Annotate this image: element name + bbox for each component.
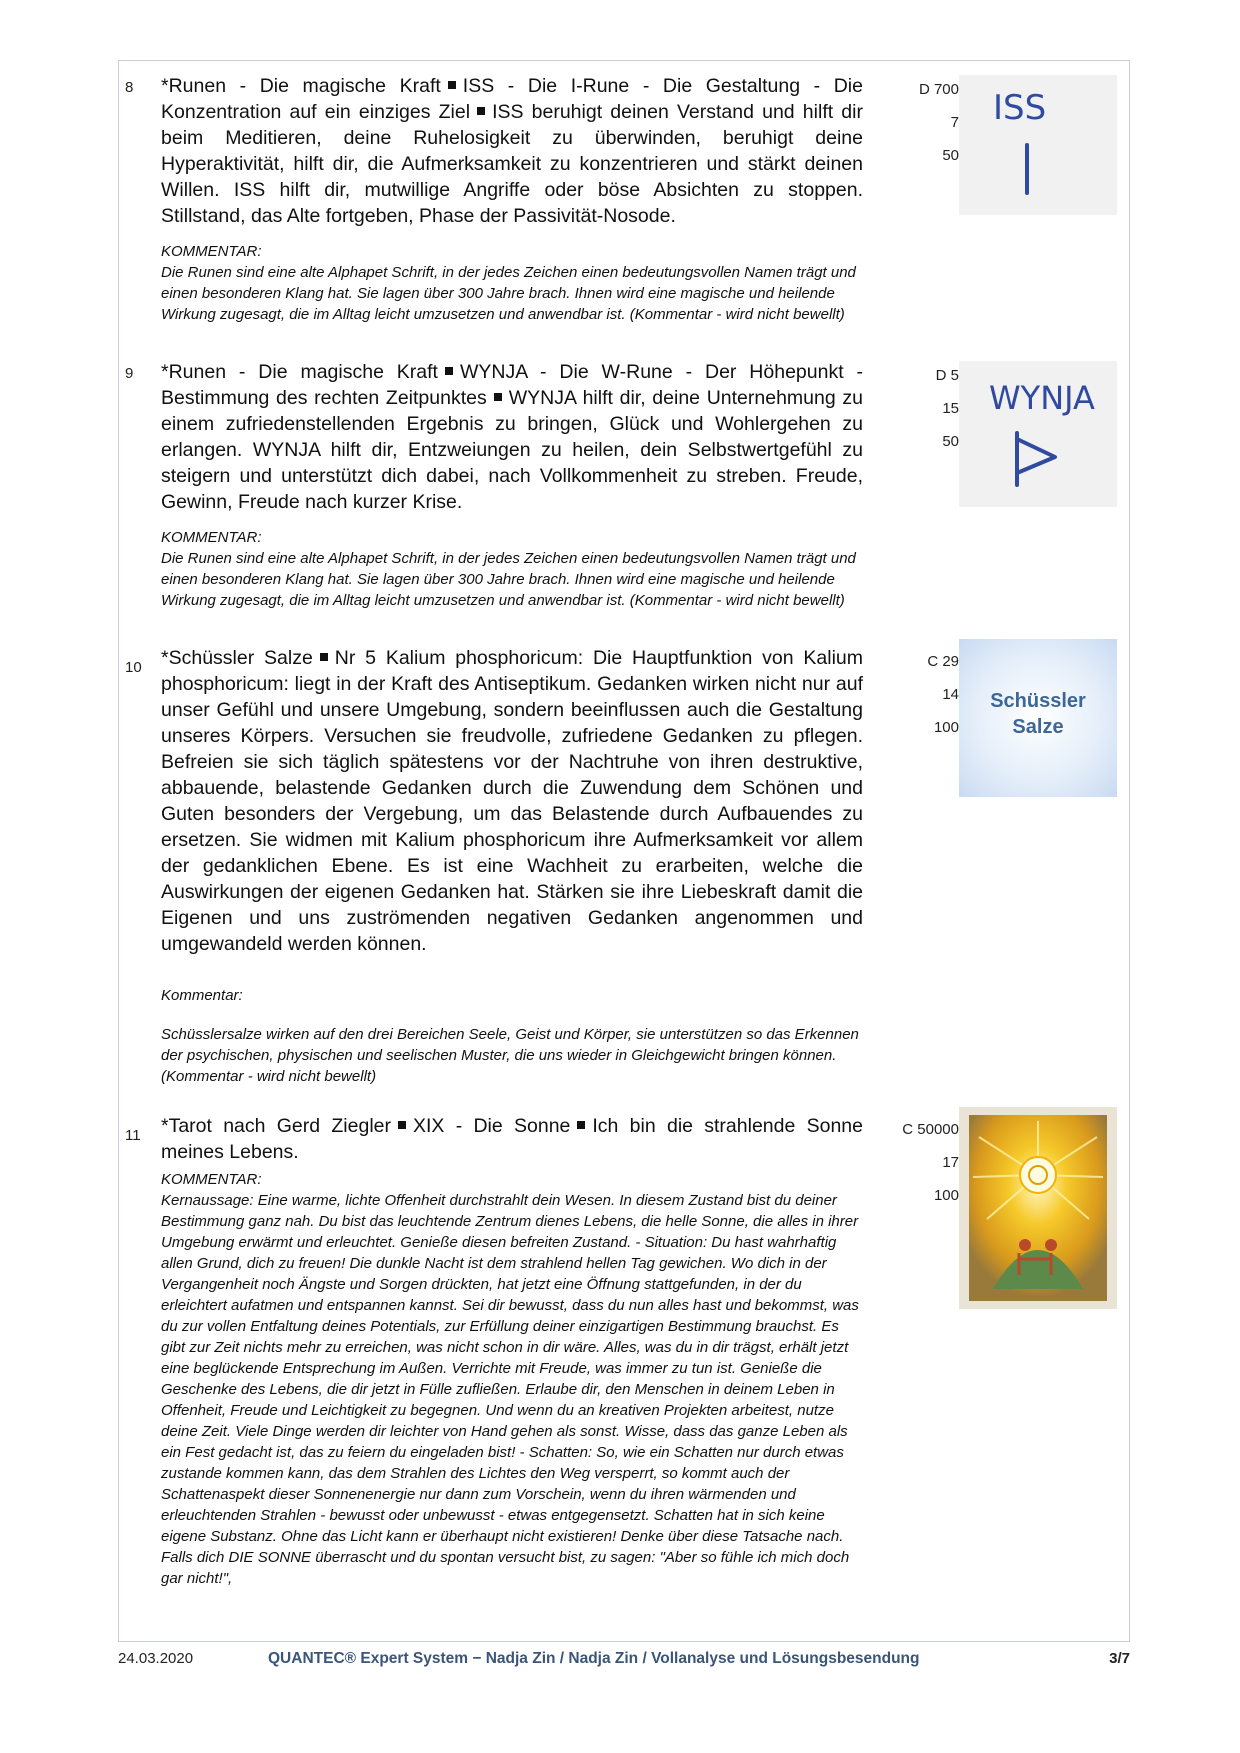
- value-percent: 100: [933, 719, 959, 736]
- tarot-sun-card-image: [959, 1107, 1117, 1309]
- value-level: 14: [942, 686, 959, 703]
- entry-description: Nr 5 Kalium phosphoricum: Die Hauptfunktion von Kalium phosphoricum: liegt in der Kraft des Antiseptikum. Gedanken wirken nicht nur auf unser Gefühl und unsere Umgebung, sondern beeinflussen auch die Gestaltung unseres Körpers. Versuchen sie freudvolle, zufriedene Gedanken zu pflegen. Befreien sie sich täglich spätestens vor der Nachtruhe von ihren destruktive, abbauende, belastende Gedanken durch die Zuwendung dem Schönen und Guten besonders der Vergebung, um das Belastende durch Aufbauendes zu ersetzen. Sie widmen mit Kalium phosphoricum ihre Aufmerksamkeit vor allem der gedanklichen Ebene. Es ist eine Wachheit zu erarbeiten, welche die Auswirkungen der eigenen Gedanken hat. Stärken sie ihre Liebeskraft damit die Eigenen und uns zuströmenden negativen Gedanken angenommen und umgewandeld werden können.: [161, 647, 863, 955]
- bullet-square-icon: [577, 1121, 585, 1129]
- entry-title: ISS - Die I-Rune - Die Gestaltung - Die Konzentration auf ein einziges Ziel: [161, 75, 863, 123]
- entry-category: *Tarot nach Gerd Ziegler: [161, 1115, 391, 1137]
- entry-text: [161, 645, 863, 957]
- entry-category: *Runen - Die magische Kraft: [161, 361, 438, 383]
- value-level: 17: [942, 1154, 959, 1171]
- entry-title: XIX - Die Sonne: [413, 1115, 571, 1137]
- value-level: 15: [942, 400, 959, 417]
- value-percent: 100: [933, 1187, 959, 1204]
- footer-date: 24.03.2020: [118, 1650, 194, 1667]
- value-potency: C 50000: [902, 1121, 959, 1138]
- entry-comment: [161, 527, 863, 611]
- bullet-square-icon: [445, 367, 453, 375]
- entry-values: [879, 359, 959, 458]
- bullet-square-icon: [494, 393, 502, 401]
- entry-title: WYNJA - Die W-Rune - Der Höhepunkt - Bestimmung des rechten Zeitpunktes: [161, 361, 863, 409]
- rune-wynja-image: [959, 361, 1117, 507]
- comment-text: Schüsslersalze wirken auf den drei Bereichen Seele, Geist und Körper, sie unterstützen so das Erkennen der psychischen, physischen und seelischen Muster, die uns wieder in Gleichgewicht bringen können. (Kommentar - wird nicht bewellt): [161, 1026, 859, 1085]
- entry-values: [879, 1113, 959, 1212]
- entry-number: 8: [125, 79, 134, 96]
- bullet-square-icon: [477, 107, 485, 115]
- entry-text: [161, 73, 863, 229]
- bullet-square-icon: [398, 1121, 406, 1129]
- schuessler-salze-image: [959, 639, 1117, 797]
- value-potency: D 700: [918, 81, 959, 98]
- entry-description: Ich bin die strahlende Sonne meines Lebens.: [161, 1115, 863, 1163]
- entry-category: *Runen - Die magische Kraft: [161, 75, 441, 97]
- comment-text: Kernaussage: Eine warme, lichte Offenheit durchstrahlt dein Wesen. In diesem Zustand bist du deiner Bestimmung ganz nah. Du bist das leuchtende Zentrum dienes Lebens, die helle Sonne, die alles in ihrer Umgebung erwärmt und erleuchtet. Genieße diesen befreiten Zustand. - Situation: Du hast wahrhaftig allen Grund, dich zu freuen! Die dunkle Nacht ist dem strahlend hellen Tag gewichen. Wo dich in der Vergangenheit noch Ängste und Sorgen drückten, hat jetzt eine Öffnung stattgefunden, in der du erleichtert aufatmen und entspannen kannst. Sei dir bewusst, dass du nun alles hast und bekommst, was du zur vollen Entfaltung deines Potentials, zur Erfüllung deiner einzigartigen Bestimmung brauchst. Es gibt zur Zeit nichts mehr zu erreichen, was nicht schon in dir wäre. Alles, was du in dir trägst, erhält jetzt eine beglückende Entsprechung im Außen. Verrichte mit Freude, was immer zu tun ist. Genieße die Geschenke des Lebens, die dir jetzt in Fülle zufließen. Erlaube dir, den Menschen in deinem Leben in Offenheit, Freude und Leichtigkeit zu begegnen. Und wenn du an kreativen Projekten arbeitest, nutze deine Zeit. Viele Dinge werden dir leichter von Hand gehen als sonst. Wisse, dass das ganze Leben als ein Fest gedacht ist, das zu feiern du eingeladen bist! - Schatten: So, wie ein Schatten nur durch etwas zustande kommen kann, das dem Strahlen des Lichtes den Weg versperrt, so kommt auch der Schattenaspekt dieser Sonnenenergie nur dann zum Vorschein, wenn du ihren wärmenden und erleuchtenden Strahlen - bewusst oder unbewusst - etwas entgegensetzt. Schatten hat in sich keine eigene Substanz. Ohne das Licht kann er überhaupt nicht existieren! Denke über diese Tatsache nach. Falls dich DIE SONNE überrascht und du spontan versucht bist, zu sagen: "Aber so fühle ich mich doch gar nicht!",: [161, 1192, 859, 1587]
- entry-text: [161, 1113, 863, 1165]
- bullet-square-icon: [448, 81, 456, 89]
- rune-iss-label: ISS: [993, 88, 1047, 128]
- entry-number: 11: [125, 1127, 141, 1144]
- page-frame: [118, 60, 1130, 1642]
- entry-values: [879, 73, 959, 172]
- comment-label: KOMMENTAR:: [161, 243, 262, 260]
- entry-number: 10: [125, 659, 142, 676]
- entry-comment: [161, 985, 863, 1087]
- bullet-square-icon: [320, 653, 328, 661]
- comment-text: Die Runen sind eine alte Alphapet Schrift, in der jedes Zeichen einen bedeutungsvollen Namen trägt und einen besonderen Klang hat. Sie lagen über 300 Jahre brach. Ihnen wird eine magische und heilende Wirkung zugesagt, die im Alltag leicht umzusetzen und anwendbar ist. (Kommentar - wird nicht bewellt): [161, 550, 856, 609]
- value-percent: 50: [942, 147, 959, 164]
- entry-category: *Schüssler Salze: [161, 647, 313, 669]
- salze-label-2: Salze: [1012, 716, 1064, 738]
- salze-label-1: Schüssler: [990, 690, 1086, 712]
- value-level: 7: [950, 114, 959, 131]
- entry-comment: [161, 1169, 863, 1589]
- entry-values: [879, 645, 959, 744]
- value-percent: 50: [942, 433, 959, 450]
- comment-label: KOMMENTAR:: [161, 529, 262, 546]
- entry-text: [161, 359, 863, 515]
- comment-label: Kommentar:: [161, 987, 243, 1004]
- entry-comment: [161, 241, 863, 325]
- entry-number: 9: [125, 365, 134, 382]
- footer-title: QUANTEC® Expert System − Nadja Zin / Nadja Zin / Vollanalyse und Lösungsbesendung: [268, 1650, 920, 1667]
- rune-iss-image: [959, 75, 1117, 215]
- entry-description: WYNJA hilft dir, deine Unternehmung zu einem zufriedenstellenden Ergebnis zu bringen, Glück und Wohlergehen zu erlangen. WYNJA hilft dir, Entzweiungen zu heilen, dein Selbstwertgefühl zu steigern und unterstützt dich dabei, nach Vollkommenheit zu streben. Freude, Gewinn, Freude nach kurzer Krise.: [161, 387, 863, 513]
- value-potency: D 5: [935, 367, 959, 384]
- rune-wynja-label: WYNJA: [989, 379, 1095, 417]
- comment-label: KOMMENTAR:: [161, 1171, 262, 1188]
- value-potency: C 29: [927, 653, 959, 670]
- footer-page-number: 3/7: [1109, 1650, 1130, 1667]
- comment-text: Die Runen sind eine alte Alphapet Schrift, in der jedes Zeichen einen bedeutungsvollen Namen trägt und einen besonderen Klang hat. Sie lagen über 300 Jahre brach. Ihnen wird eine magische und heilende Wirkung zugesagt, die im Alltag leicht umzusetzen und anwendbar ist. (Kommentar - wird nicht bewellt): [161, 264, 856, 323]
- entry-description: ISS beruhigt deinen Verstand und hilft dir beim Meditieren, deine Ruhelosigkeit zu überwinden, beruhigt deine Hyperaktivität, hilft dir, die Aufmerksamkeit zu konzentrieren und stärkt deinen Willen. ISS hilft dir, mutwillige Angriffe oder böse Absichten zu stoppen. Stillstand, das Alte fortgeben, Phase der Passivität-Nosode.: [161, 101, 863, 227]
